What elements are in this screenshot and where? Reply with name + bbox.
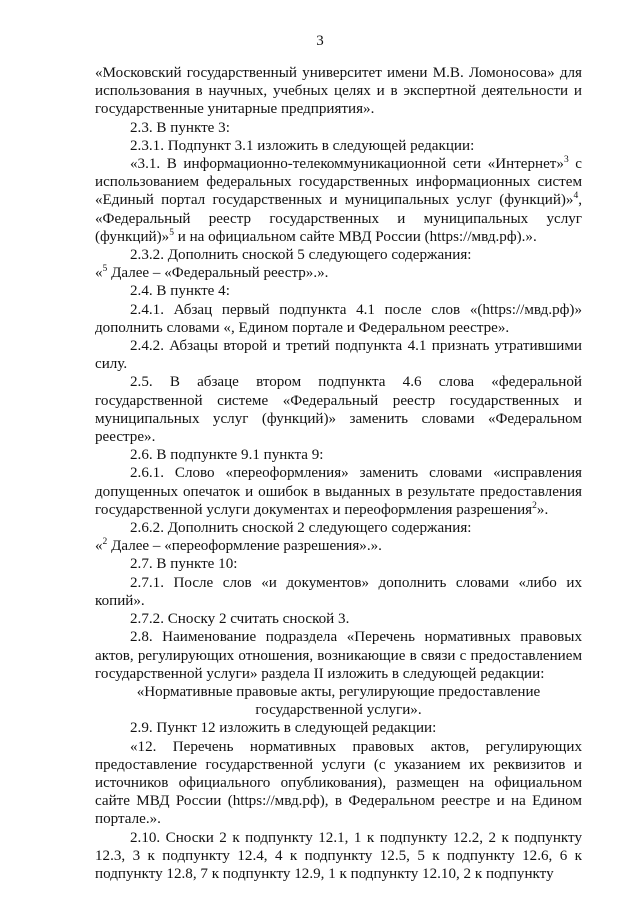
- paragraph-2-6-1: [95, 464, 582, 519]
- paragraph-2-9: 2.9. Пункт 12 изложить в следующей редакции:: [130, 720, 437, 737]
- paragraph-subsection-title: «Нормативные правовые акты, регулирующие предоставление государственной услуги».: [136, 683, 541, 719]
- text-run: с использованием федеральных государственных информационных систем «Единый портал государственных и муниципальных услуг (функций)»: [95, 156, 582, 209]
- paragraph-2-3: 2.3. В пункте 3:: [130, 119, 230, 136]
- paragraph-2-3-1: 2.3.1. Подпункт 3.1 изложить в следующей редакции:: [130, 137, 475, 154]
- footnote-ref: 4: [573, 191, 579, 202]
- footnote-ref: 5: [169, 227, 174, 238]
- footnote-ref: 3: [563, 155, 569, 166]
- paragraph-footnote-2: [95, 537, 582, 555]
- text-run: «: [95, 538, 103, 555]
- footnote-ref: 5: [102, 264, 108, 275]
- paragraph-2-4: 2.4. В пункте 4:: [130, 283, 230, 300]
- paragraph-2-4-2: 2.4.2. Абзацы второй и третий подпункта 4.1 признать утратившими силу.: [95, 338, 582, 373]
- paragraph-2-10: 2.10. Сноски 2 к подпункту 12.1, 1 к подпункту 12.2, 2 к подпункту 12.3, 3 к подпункту 12.4, 4 к подпункту 12.5, 5 к подпункту 12.6, 6 к подпункту 12.8, 7 к подпункту 12.9, 1 к подпункту 12.10, 2 к подпункту: [95, 829, 582, 882]
- paragraph-quote-3-1: [95, 155, 582, 246]
- paragraph-2-7-2: 2.7.2. Сноску 2 считать сноской 3.: [130, 611, 350, 628]
- paragraph-2-3-2: 2.3.2. Дополнить сноской 5 следующего содержания:: [130, 247, 472, 264]
- text-run: ».: [536, 501, 549, 518]
- paragraph-2-7-1: 2.7.1. После слов «и документов» дополнить словами «либо их копий».: [95, 574, 582, 609]
- footnote-ref: 2: [532, 500, 537, 511]
- text-run: , «Федеральный реестр государственных и муниципальных услуг (функций)»: [95, 192, 582, 245]
- page-number: 3: [316, 33, 324, 49]
- paragraph-quote-12: «12. Перечень нормативных правовых актов, регулирующих предоставление государственной услуги (с указанием их реквизитов и источников официального опубликования), размещен на официальном сайте МВД России (https://мвд.рф), в Федеральном реестре и на Едином портале.».: [95, 738, 582, 828]
- paragraph-continuation: «Московский государственный университет имени М.В. Ломоносова» для использования в научных, учебных целях и в экспертной деятельности и государственные унитарные предприятия».: [95, 65, 582, 118]
- text-run: Далее – «переоформление разрешения».».: [107, 538, 382, 555]
- paragraph-footnote-5: [95, 264, 582, 282]
- paragraph-2-8: 2.8. Наименование подраздела «Перечень нормативных правовых актов, регулирующих отношения, возникающие в связи с предоставлением государственной услуги» раздела II изложить в следующей редакции:: [95, 629, 582, 682]
- footnote-ref: 2: [102, 537, 108, 548]
- text-run: 2.6.1. Слово «переоформления» заменить словами «исправления допущенных опечаток и ошибок в выданных в результате предоставления государственной услуги документах и переоформления разрешения: [95, 465, 582, 518]
- paragraph-2-6: 2.6. В подпункте 9.1 пункта 9:: [130, 447, 324, 464]
- paragraph-2-6-2: 2.6.2. Дополнить сноской 2 следующего содержания:: [130, 520, 472, 537]
- paragraph-2-5: 2.5. В абзаце втором подпункта 4.6 слова «федеральной государственной системе «Федеральный реестр государственных и муниципальных услуг (функций)» заменить словами «Федеральном реестре».: [95, 374, 582, 446]
- text-run: «: [95, 265, 103, 282]
- paragraph-2-7: 2.7. В пункте 10:: [130, 556, 238, 573]
- document-body: [95, 64, 582, 883]
- text-run: и на официальном сайте МВД России (https://мвд.рф).».: [173, 228, 537, 245]
- text-run: Далее – «Федеральный реестр».».: [107, 265, 329, 282]
- paragraph-2-4-1: 2.4.1. Абзац первый подпункта 4.1 после слов «(https://мвд.рф)» дополнить словами «, Едином портале и Федеральном реестре».: [95, 301, 582, 336]
- text-run: «3.1. В информационно-телекоммуникационной сети «Интернет»: [130, 156, 564, 173]
